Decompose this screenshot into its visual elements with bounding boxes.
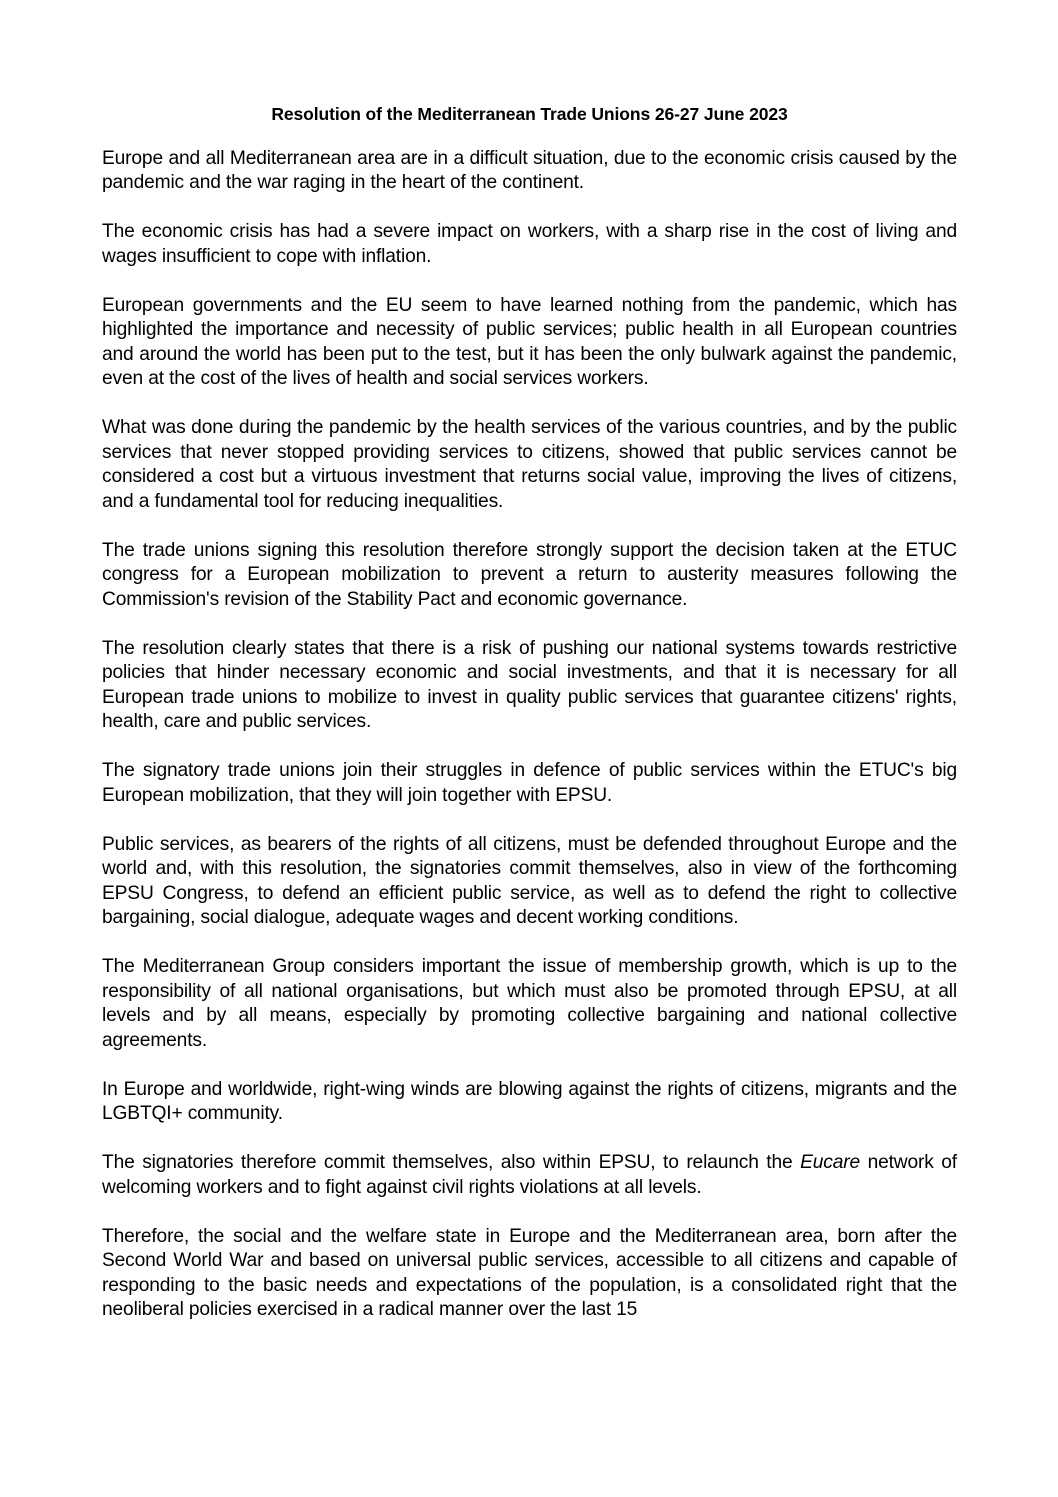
eucare-network-name: Eucare [800,1152,860,1173]
paragraph: The signatory trade unions join their struggles in defence of public services within the ETUC's big European mobilization, that they will join together with EPSU. [102,760,957,806]
paragraph: What was done during the pandemic by the health services of the various countries, and by the public services that never stopped providing services to citizens, showed that public services cannot be considered a cost but a virtuous investment that returns social value, improving the lives of citizens, and a fundamental tool for reducing inequalities. [102,417,957,512]
document-title: Resolution of the Mediterranean Trade Unions 26-27 June 2023 [271,104,788,124]
paragraph: In Europe and worldwide, right-wing winds are blowing against the rights of citizens, migrants and the LGBTQI+ community. [102,1078,957,1124]
paragraph: The economic crisis has had a severe impact on workers, with a sharp rise in the cost of living and wages insufficient to cope with inflation. [102,221,957,267]
paragraph: The Mediterranean Group considers important the issue of membership growth, which is up to the responsibility of all national organisations, but which must also be promoted through EPSU, at all levels and by all means, especially by promoting collective bargaining and national collective agreements. [102,956,957,1051]
paragraph: European governments and the EU seem to have learned nothing from the pandemic, which has highlighted the importance and necessity of public services; public health in all European countries and around the world has been put to the test, but it has been the only bulwark against the pandemic, even at the cost of the lives of health and social services workers. [102,294,957,389]
eucare-text-before: The signatories therefore commit themselves, also within EPSU, to relaunch the [102,1152,801,1173]
paragraph: The trade unions signing this resolution therefore strongly support the decision taken at the ETUC congress for a European mobilization to prevent a return to austerity measures following the Commission's revision of the Stability Pact and economic governance. [102,539,957,610]
document-page [102,102,957,1323]
paragraph-eucare [102,1151,957,1200]
paragraph-final: Therefore, the social and the welfare state in Europe and the Mediterranean area, born after the Second World War and based on universal public services, accessible to all citizens and capable of responding to the basic needs and expectations of the population, is a consolidated right that the neoliberal policies exercised in a radical manner over the last 15 [102,1225,957,1320]
eucare-text-after: network of welcoming workers and to fight against civil rights violations at all levels. [102,1152,957,1198]
paragraph: Public services, as bearers of the rights of all citizens, must be defended throughout Europe and the world and, with this resolution, the signatories commit themselves, also in view of the forthcoming EPSU Congress, to defend an efficient public service, as well as to defend the right to collective bargaining, social dialogue, adequate wages and decent working conditions. [102,833,957,928]
paragraph: The resolution clearly states that there is a risk of pushing our national systems towards restrictive policies that hinder necessary economic and social investments, and that it is necessary for all European trade unions to mobilize to invest in quality public services that guarantee citizens' rights, health, care and public services. [102,637,957,732]
paragraph: Europe and all Mediterranean area are in a difficult situation, due to the economic crisis caused by the pandemic and the war raging in the heart of the continent. [102,147,957,193]
